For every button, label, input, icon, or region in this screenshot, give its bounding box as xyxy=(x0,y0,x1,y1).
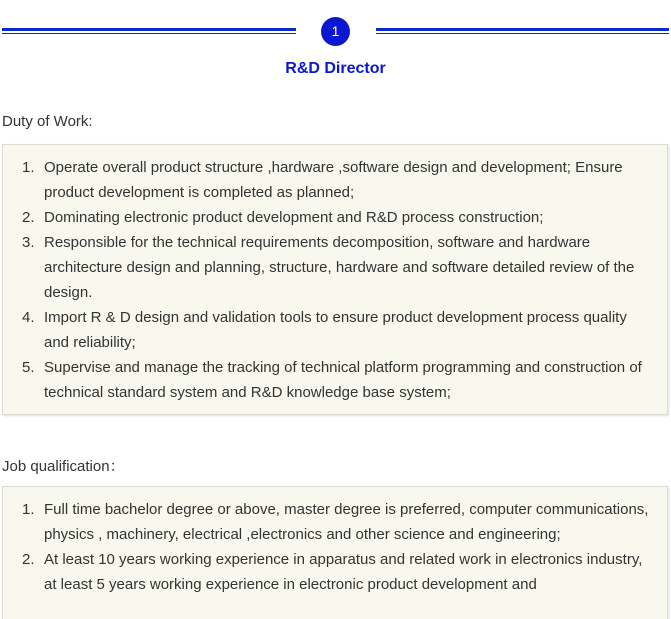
header-rule-right xyxy=(376,28,669,34)
duty-list xyxy=(3,145,667,405)
section-header xyxy=(0,17,671,47)
job-title: R&D Director xyxy=(285,60,386,77)
list-item-text: Supervise and manage the tracking of technical platform programming and construction of technical standard system and R&D knowledge base system; xyxy=(44,359,642,401)
list-item-number: 3. xyxy=(22,234,35,251)
list-item-number: 2. xyxy=(22,551,35,568)
list-item xyxy=(22,155,653,205)
list-item-number: 4. xyxy=(22,309,35,326)
list-item xyxy=(22,355,653,405)
list-item xyxy=(22,230,653,305)
list-item-text: Responsible for the technical requirements decomposition, software and hardware architecture design and planning, structure, hardware and software detailed review of the design. xyxy=(44,234,635,301)
list-item-number: 1. xyxy=(22,159,35,176)
list-item xyxy=(22,205,653,230)
position-number-badge: 1 xyxy=(321,17,350,46)
list-item xyxy=(22,497,653,547)
duty-heading: Duty of Work: xyxy=(2,113,93,130)
header-rule-left xyxy=(2,28,296,34)
list-item xyxy=(22,305,653,355)
qualification-box xyxy=(2,486,668,619)
list-item-text: Dominating electronic product development and R&D process construction; xyxy=(44,209,544,226)
list-item-text: Full time bachelor degree or above, master degree is preferred, computer communications, physics , machinery, electrical ,electronics and other science and engineering; xyxy=(44,501,649,543)
list-item-text: At least 10 years working experience in apparatus and related work in electronics industry, at least 5 years working experience in electronic product development and xyxy=(44,551,643,593)
qualification-heading: Job qualification： xyxy=(2,458,125,475)
list-item-number: 5. xyxy=(22,359,35,376)
list-item xyxy=(22,547,653,597)
qualification-list xyxy=(3,487,667,597)
duty-box xyxy=(2,144,668,415)
list-item-text: Import R & D design and validation tools to ensure product development process quality and reliability; xyxy=(44,309,627,351)
list-item-number: 1. xyxy=(22,501,35,518)
list-item-text: Operate overall product structure ,hardware ,software design and development; Ensure product development is completed as planned; xyxy=(44,159,623,201)
list-item-number: 2. xyxy=(22,209,35,226)
